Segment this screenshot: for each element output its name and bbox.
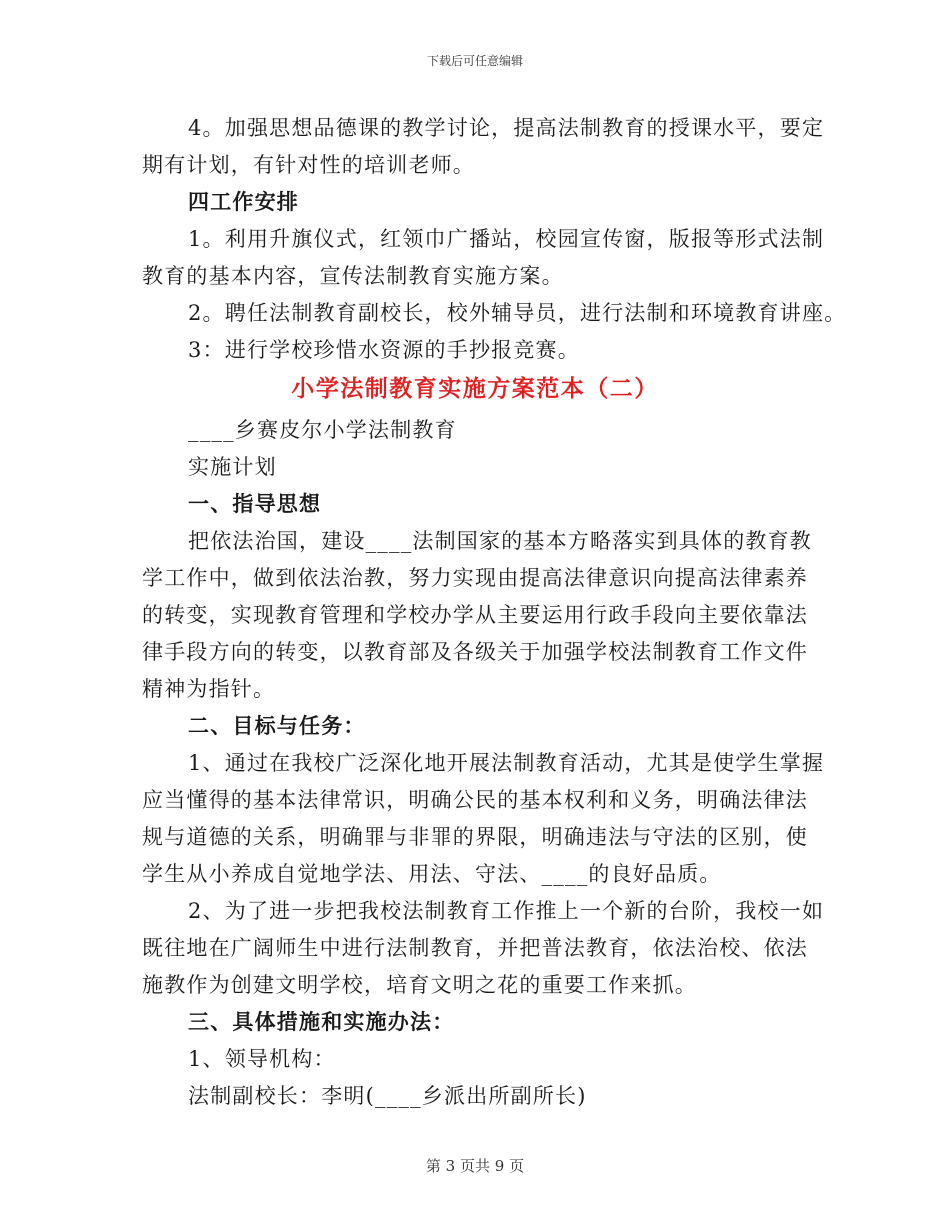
work-item-3: 3：进行学校珍惜水资源的手抄报竞赛。 [188, 338, 580, 362]
item-4-line-1: 4。加强思想品德课的教学讨论，提高法制教育的授课水平，要定 [188, 116, 825, 140]
document-title: 小学法制教育实施方案范本（二） [291, 375, 659, 402]
paragraph-line: 把依法治国，建设____法制国家的基本方略落实到具体的教育教 [188, 529, 812, 553]
plan-subtitle-2: 实施计划 [188, 455, 277, 479]
page-footer: 第 3 页共 9 页 [425, 1157, 525, 1175]
plan-subtitle-1: ____乡赛皮尔小学法制教育 [188, 418, 457, 442]
heading-goals-tasks: 二、目标与任务： [188, 713, 366, 738]
paragraph-line: 规与道德的关系，明确罪与非罪的界限，明确违法与守法的区别，使 [142, 825, 808, 849]
paragraph-line: 1、通过在我校广泛深化地开展法制教育活动，尤其是使学生掌握 [188, 751, 825, 775]
work-item-1-line-2: 教育的基本内容，宣传法制教育实施方案。 [142, 264, 564, 288]
paragraph-line: 精神为指针。 [142, 677, 276, 701]
paragraph-line: 2、为了进一步把我校法制教育工作推上一个新的台阶，我校一如 [188, 899, 825, 923]
work-item-1-line-1: 1。利用升旗仪式，红领巾广播站，校园宣传窗，版报等形式法制 [188, 227, 825, 251]
paragraph-line: 既往地在广阔师生中进行法制教育，并把普法教育，依法治校、依法 [142, 936, 808, 960]
vice-principal-line: 法制副校长：李明(____乡派出所副所长) [188, 1084, 587, 1108]
paragraph-line: 施教作为创建文明学校，培育文明之花的重要工作来抓。 [142, 973, 697, 997]
heading-measures: 三、具体措施和实施办法： [188, 1009, 455, 1034]
work-item-2: 2。聘任法制教育副校长，校外辅导员，进行法制和环境教育讲座。 [188, 301, 847, 325]
paragraph-line: 律手段方向的转变，以教育部及各级关于加强学校法制教育工作文件 [142, 640, 808, 664]
paragraph-line: 的转变，实现教育管理和学校办学从主要运用行政手段向主要依靠法 [142, 603, 808, 627]
page-header: 下载后可任意编辑 [426, 54, 523, 68]
section-heading-work-arrangement: 四工作安排 [188, 189, 299, 214]
heading-guiding-ideology: 一、指导思想 [188, 491, 322, 516]
paragraph-line: 学生从小养成自觉地学法、用法、守法、____的良好品质。 [142, 862, 722, 886]
leadership-item: 1、领导机构： [188, 1047, 336, 1071]
paragraph-line: 应当懂得的基本法律常识，明确公民的基本权利和义务，明确法律法 [142, 788, 808, 812]
paragraph-line: 学工作中，做到依法治教，努力实现由提高法律意识向提高法律素养 [142, 566, 808, 590]
item-4-line-2: 期有计划，有针对性的培训老师。 [142, 153, 475, 177]
